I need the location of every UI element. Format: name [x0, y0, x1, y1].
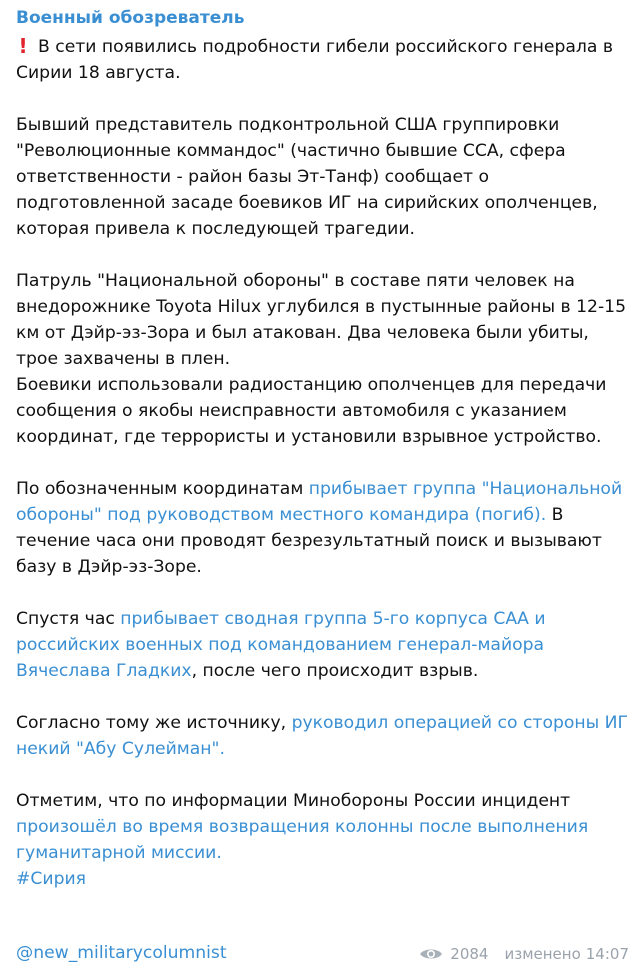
edited-label: изменено: [504, 945, 581, 963]
message-footer: [16, 940, 629, 966]
paragraph-6-text-before: Согласно тому же источнику,: [16, 713, 292, 733]
paragraph-5-text-after: , после чего происходит взрыв.: [191, 661, 479, 681]
paragraph-2: [16, 112, 631, 242]
channel-handle-link[interactable]: @new_militarycolumnist: [16, 943, 227, 963]
paragraph-1-text: В сети появились подробности гибели российского генерала в Сирии 18 августа.: [16, 37, 614, 83]
message-time: 14:07: [585, 945, 629, 963]
paragraph-4: [16, 476, 631, 580]
hashtag-link[interactable]: #Сирия: [16, 869, 86, 889]
paragraph-3-text-1: Патруль "Национальной обороны" в составе пяти человек на внедорожнике Toyota Hilux углубился в пустынные районы в 12-15 км от Дэйр-эз-Зора и был атакован. Два человека были убиты, трое захвачены в плен.: [16, 271, 627, 369]
paragraph-7: [16, 788, 631, 892]
channel-title[interactable]: Военный обозреватель: [16, 8, 245, 28]
paragraph-4-text-after: В течение часа они проводят безрезультатный поиск и вызывают базу в Дэйр-эз-Зоре.: [16, 505, 602, 577]
paragraph-2-text: Бывший представитель подконтрольной США группировки "Революционные коммандос" (частично бывшие ССА, сфера ответственности - район базы Эт-Танф) сообщает о подготовленной засаде боевиков ИГ на сирийских ополченцев, которая привела к последующей трагедии.: [16, 115, 598, 239]
paragraph-5-text-before: Спустя час: [16, 609, 121, 629]
paragraph-3-text-2: Боевики использовали радиостанцию ополченцев для передачи сообщения о якобы неисправности автомобиля с указанием координат, где террористы и установили взрывное устройство.: [16, 375, 607, 447]
message-body: [16, 34, 631, 892]
views-count: 2084: [450, 945, 489, 963]
paragraph-6-link[interactable]: руководил операцией со стороны ИГ некий "Абу Сулейман".: [16, 713, 628, 759]
paragraph-1: [16, 34, 631, 86]
paragraph-3: [16, 268, 631, 450]
message-meta: [419, 944, 629, 964]
paragraph-4-text-before: По обозначенным координатам: [16, 479, 309, 499]
paragraph-7-link[interactable]: произошёл во время возвращения колонны после выполнения гуманитарной миссии.: [16, 817, 589, 863]
paragraph-7-text-before: Отметим, что по информации Минобороны России инцидент: [16, 791, 571, 811]
paragraph-6: [16, 710, 631, 762]
exclamation-icon: !: [18, 34, 28, 58]
paragraph-5: [16, 606, 631, 684]
paragraph-5-link[interactable]: прибывает сводная группа 5-го корпуса САА и российских военных под командованием генерал-майора Вячеслава Гладких: [16, 609, 546, 681]
paragraph-4-link[interactable]: прибывает группа "Национальной обороны" под руководством местного командира (погиб).: [16, 479, 623, 525]
eye-icon: [419, 947, 443, 961]
